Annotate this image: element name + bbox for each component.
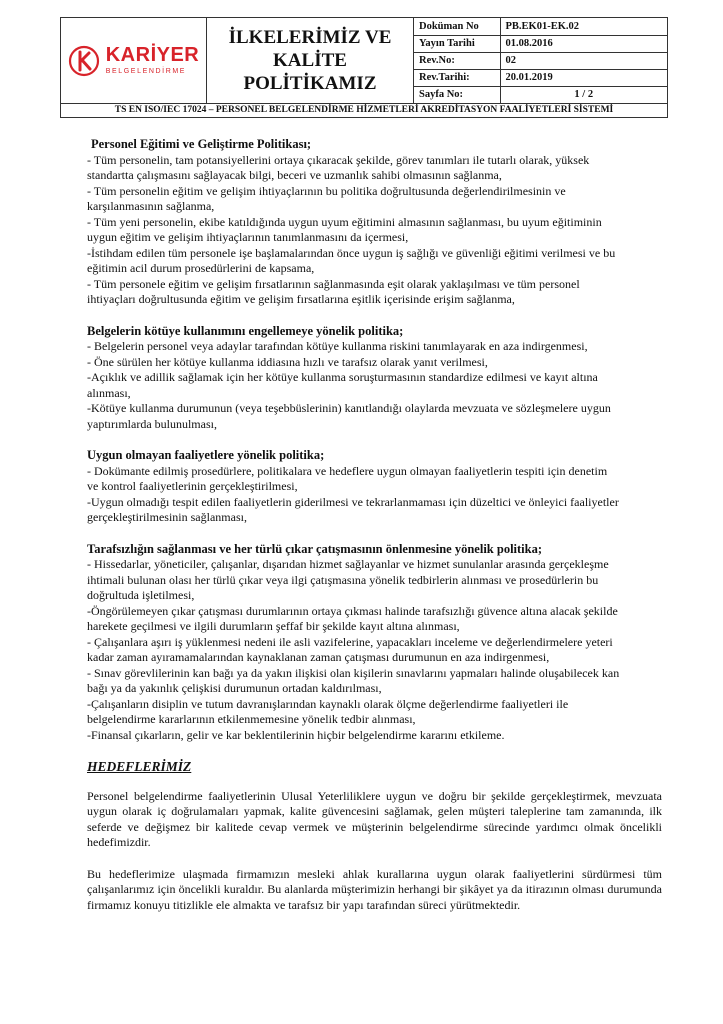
- section-line: uygun eğitim ve gelişim ihtiyaçlarının tanımlanmasını da içermesi,: [87, 230, 409, 244]
- section-line: - Belgelerin personel veya adaylar tarafından kötüye kullanma riskini tanımlayarak en aza indirgenmesi,: [87, 339, 588, 353]
- section-line: - Tüm personelin eğitim ve gelişim ihtiyaçlarının bu politika doğrultusunda değerlendirilmesinin ve: [87, 183, 566, 198]
- section-title: Personel Eğitimi ve Geliştirme Politikası;: [91, 137, 312, 151]
- goals-title: HEDEFLERİMİZ: [87, 759, 192, 774]
- meta-row: [414, 69, 667, 86]
- section-line: yaptırımlarda bulunulması,: [87, 416, 217, 431]
- meta-key: Rev.Tarihi:: [414, 69, 500, 86]
- section-line: - Dokümante edilmiş prosedürlere, politikalara ve hedeflere uygun olmayan faaliyetlerin tespiti için denetim: [87, 463, 608, 478]
- policy-section: [87, 137, 662, 308]
- section-line: -Finansal çıkarların, gelir ve kar beklentilerinin hiçbir belgelendirme kararını etkileme.: [87, 727, 505, 742]
- meta-value: 20.01.2019: [500, 69, 667, 86]
- meta-key: Rev.No:: [414, 52, 500, 69]
- section-line: - Öne sürülen her kötüye kullanma iddiasına hızlı ve tarafsız olarak yanıt verilmesi,: [87, 354, 488, 369]
- logo-subtitle: BELGELENDİRME: [105, 68, 187, 75]
- section-line: -Kötüye kullanma durumunun (veya teşebbüslerinin) kanıtlandığı olaylarda mevzuata ve sözleşmelere uygun: [87, 401, 611, 415]
- section-title: Belgelerin kötüye kullanımını engellemeye yönelik politika;: [87, 323, 404, 338]
- document-header: [60, 17, 668, 104]
- section-title: Tarafsızlığın sağlanması ve her türlü çıkar çatışmasının önlenmesine yönelik politika;: [87, 541, 543, 556]
- section-line: -İstihdam edilen tüm personele işe başlamalarından önce uygun iş sağlığı ve güvenliği eğitimi verilmesi ve bu: [87, 245, 616, 260]
- kariyer-logo-icon: [68, 45, 100, 77]
- document-body: [87, 137, 662, 929]
- section-line: - Tüm personele eğitim ve gelişim fırsatlarının sağlanmasında eşit olarak yaklaşılması ve tüm personel: [87, 276, 580, 291]
- logo-name: KARİYER: [105, 44, 200, 66]
- section-line: - Tüm yeni personelin, ekibe katıldığında uygun uyum eğitimini almasının sağlanması, bu uyum eğitiminin: [87, 214, 602, 229]
- section-line: kadar zaman ayıramamalarından kaynaklanan zaman çatışması durumunun en aza indirgenmesi,: [87, 650, 550, 664]
- section-title: Uygun olmayan faaliyetlere yönelik politika;: [87, 448, 325, 462]
- logo-cell: [61, 18, 207, 103]
- section-line: - Sınav görevlilerinin kan bağı ya da yakın ilişkisi olan kişilerin sınavlarını yapmaları halinde oluşabilecek kan: [87, 665, 620, 680]
- goals-paragraph: Personel belgelendirme faaliyetlerinin Ulusal Yeterliliklere uygun ve doğru bir şekilde gerçekleştirmek, mevzuata uygun olarak iç doğrulamaları yapmak, kalite güvencesini sağlamak, gelen müşteri taleplerine tam zamanında, ilk seferde ve değişmez bir kalitede cevap vermek ve müşterinin belgelendirme sürecinde yardımcı olmak öncelikli hedefimizdir.: [87, 788, 662, 849]
- company-logo: [68, 45, 200, 77]
- section-line: doğrultuda işletilmesi,: [87, 588, 195, 602]
- section-line: harekete geçilmesi ve ilgili durumların şeffaf bir şekilde kayıt altına alınması,: [87, 619, 460, 633]
- section-line: standartta çalışmasını sağlayacak bilgi, beceri ve uzmanlık sahibi olmasının sağlanma,: [87, 168, 502, 182]
- meta-row: [414, 18, 667, 35]
- meta-row: [414, 86, 667, 103]
- section-line: gerçekleştirilmesinin sağlanması,: [87, 510, 247, 524]
- goals-paragraph: Bu hedeflerimize ulaşmada firmamızın mesleki ahlak kurallarına uygun olarak faaliyetlerini sürdürmesi tüm çalışanlarımız için öncelikli kuraldır. Bu alanlarda müşterimizin herhangi bir şikâyet ya da itirazının olması durumunda firmamız konuyu titizlikle ele almakta ve tarafsız bir yapı tarafından süreci yürütmektedir.: [87, 866, 662, 912]
- meta-row: [414, 35, 667, 52]
- policy-section: [87, 448, 662, 526]
- section-line: eğitimin acil durum prosedürlerini de kapsama,: [87, 261, 315, 275]
- section-line: alınması,: [87, 385, 131, 400]
- meta-value: PB.EK01-EK.02: [500, 18, 667, 35]
- policy-section: [87, 542, 662, 744]
- title-cell: [207, 18, 414, 103]
- section-line: - Çalışanlara aşırı iş yüklenmesi nedeni ile asli vazifelerine, yapacakları inceleme ve değerlendirmelere yeteri: [87, 634, 613, 649]
- meta-value: 1 / 2: [574, 89, 594, 101]
- section-line: karşılanmasının sağlanma,: [87, 199, 215, 213]
- section-line: bağı ya da yakınlık çelişkisi durumunun ortadan kaldırılması,: [87, 681, 382, 695]
- section-line: -Açıklık ve adillik sağlamak için her kötüye kullanma soruşturmasının standardize edilmesi ve kayıt altına: [87, 370, 598, 384]
- meta-key: Sayfa No:: [414, 86, 500, 103]
- section-line: -Uygun olmadığı tespit edilen faaliyetlerin giderilmesi ve tekrarlanmaması için düzeltici ve önleyici faaliyetler: [87, 494, 619, 509]
- section-line: ve kontrol faaliyetlerinin gerçekleştirilmesi,: [87, 479, 298, 493]
- section-line: ihtimali bulunan olası her türlü çıkar veya ilgi çatışmasına yönelik tedbirlerin alınması ve prosedürlerin bu: [87, 572, 599, 587]
- section-line: -Çalışanların disiplin ve tutum davranışlarından kaynaklı olarak ölçme değerlendirme faaliyetleri ile: [87, 696, 569, 711]
- section-line: belgelendirme kararlarının etkilenmemesine yönelik tedbir alınması,: [87, 712, 416, 726]
- document-meta-table: [414, 18, 667, 103]
- policy-section: [87, 324, 662, 433]
- meta-row: [414, 52, 667, 69]
- section-line: ihtiyaçları doğrultusunda eğitim ve gelişim fırsatlarına eşitlik içerisinde erişim sağlanma,: [87, 292, 515, 306]
- standard-subtitle: TS EN ISO/IEC 17024 – PERSONEL BELGELENDİRME HİZMETLERİ AKREDİTASYON FAALİYETLERİ SİSTEMİ: [60, 104, 668, 118]
- meta-key: Doküman No: [414, 18, 500, 35]
- meta-value: 01.08.2016: [500, 35, 667, 52]
- meta-key: Yayın Tarihi: [414, 35, 500, 52]
- section-line: -Öngörülemeyen çıkar çatışması durumlarının ortaya çıkması halinde tarafsızlığı güvence altına alacak şekilde: [87, 603, 618, 618]
- meta-value: 02: [500, 52, 667, 69]
- section-line: - Hissedarlar, yöneticiler, çalışanlar, dışarıdan hizmet sağlayanlar ve hizmet sunulanlar arasında gerçekleşme: [87, 557, 609, 571]
- section-line: - Tüm personelin, tam potansiyellerini ortaya çıkaracak şekilde, görev tanımları ile tutarlı olarak, yüksek: [87, 152, 590, 167]
- document-title: İLKELERİMİZ VE KALİTE POLİTİKAMIZ: [228, 27, 392, 94]
